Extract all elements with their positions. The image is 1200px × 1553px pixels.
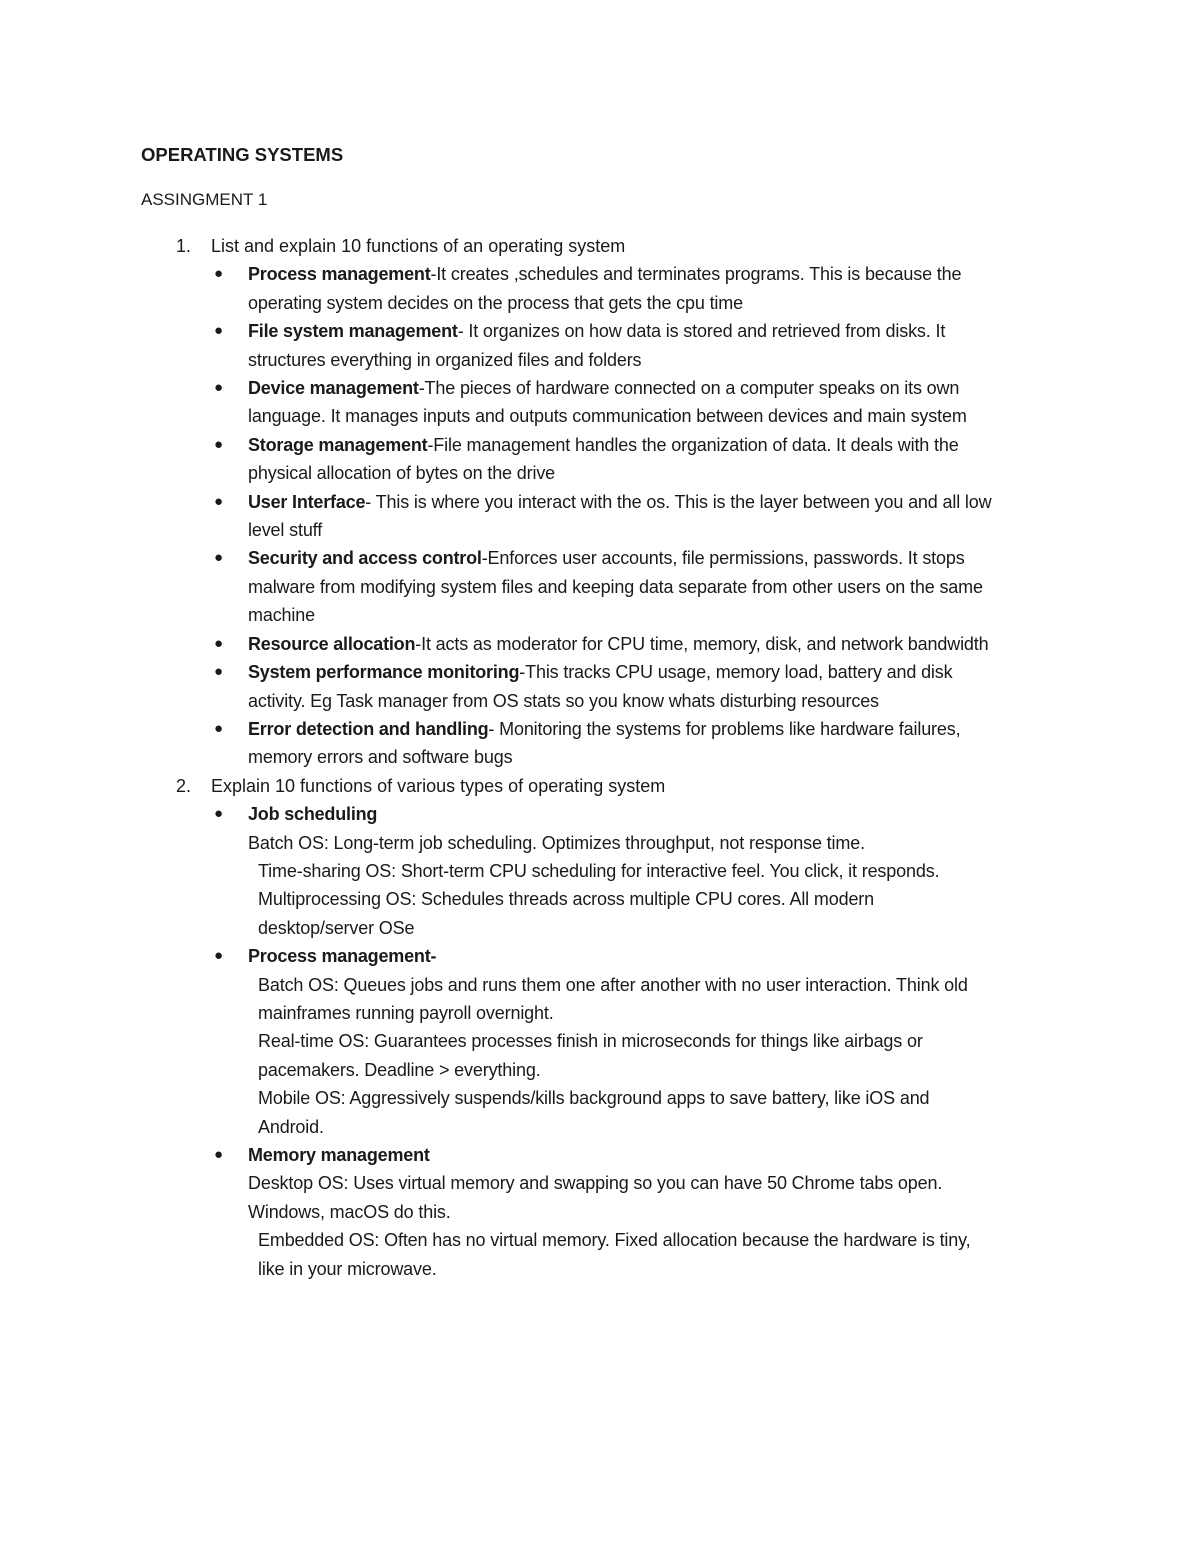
bullet-icon: ● (214, 805, 224, 823)
bullet-icon: ● (214, 549, 224, 567)
bullet-icon: ● (214, 265, 224, 283)
os-type-line: Embedded OS: Often has no virtual memory. Fixed allocation because the hardware is tiny, like in your microwave. (258, 1230, 971, 1279)
item-term: Process management- (248, 946, 437, 967)
item-description: -The pieces of hardware connected on a computer speaks on its own language. It manages inputs and outputs communication between devices and main system (248, 378, 967, 427)
item-description: - Monitoring the systems for problems like hardware failures, memory errors and software bugs (248, 718, 961, 768)
item-description: - This is where you interact with the os. This is the layer between you and all low level stuff (248, 491, 992, 541)
item-description: -This tracks CPU usage, memory load, battery and disk activity. Eg Task manager from OS stats so you know whats disturbing resources (248, 662, 953, 711)
item-description: -It acts as moderator for CPU time, memory, disk, and network bandwidth (415, 633, 989, 654)
document-page (141, 142, 1071, 1283)
item-description: -Enforces user accounts, file permissions, passwords. It stops malware from modifying system files and keeping data separate from other users on the same machine (248, 548, 983, 626)
question-2 (141, 772, 1071, 800)
list-item (214, 658, 993, 715)
os-type-line: Mobile OS: Aggressively suspends/kills background apps to save battery, like iOS and Android. (258, 1088, 930, 1137)
item-term: File system management (248, 321, 458, 342)
item-description: -It creates ,schedules and terminates programs. This is because the operating system decides on the process that gets the cpu time (248, 264, 962, 313)
list-item (214, 1141, 978, 1283)
list-item (214, 488, 993, 545)
bullet-icon: ● (214, 322, 224, 340)
list-item (214, 544, 993, 629)
list-item (214, 942, 978, 1141)
item-term: Error detection and handling (248, 718, 489, 739)
os-type-line: Batch OS: Queues jobs and runs them one after another with no user interaction. Think old mainframes running payroll overnight. (258, 974, 968, 1023)
item-term: User Interface (248, 491, 366, 512)
bullet-icon: ● (214, 663, 224, 681)
question-number: 1. (176, 236, 192, 256)
document-subtitle: ASSINGMENT 1 (141, 190, 268, 209)
item-term: Process management (248, 264, 431, 285)
bullet-icon: ● (214, 435, 224, 453)
question-number: 2. (176, 775, 192, 796)
question-1 (141, 232, 1071, 260)
os-type-line: Time-sharing OS: Short-term CPU scheduling for interactive feel. You click, it responds. (258, 860, 940, 881)
bullet-icon: ● (214, 634, 224, 652)
item-description: - It organizes on how data is stored and retrieved from disks. It structures everything in organized files and folders (248, 321, 946, 370)
question-1-list (141, 260, 1071, 771)
item-term: Storage management (248, 434, 428, 455)
item-term: Job scheduling (248, 804, 378, 825)
question-text: List and explain 10 functions of an operating system (211, 236, 626, 256)
question-text: Explain 10 functions of various types of operating system (211, 775, 666, 796)
list-item (214, 374, 993, 431)
list-item (214, 715, 993, 772)
bullet-icon: ● (214, 1146, 224, 1163)
os-type-line: Multiprocessing OS: Schedules threads across multiple CPU cores. All modern desktop/server OSe (258, 889, 875, 938)
document-title: OPERATING SYSTEMS (141, 144, 344, 165)
item-description: -File management handles the organization of data. It deals with the physical allocation of bytes on the drive (248, 434, 959, 484)
os-type-line: Desktop OS: Uses virtual memory and swapping so you can have 50 Chrome tabs open. Windows, macOS do this. (248, 1173, 943, 1222)
bullet-icon: ● (214, 947, 224, 965)
list-item (214, 260, 993, 317)
question-2-list (141, 800, 1071, 1283)
os-type-line: Real-time OS: Guarantees processes finish in microseconds for things like airbags or pacemakers. Deadline > everything. (258, 1031, 923, 1080)
list-item (214, 317, 993, 374)
list-item (214, 800, 978, 942)
item-term: Resource allocation (248, 633, 416, 654)
item-term: Device management (248, 378, 419, 399)
bullet-icon: ● (214, 719, 224, 737)
bullet-icon: ● (214, 379, 224, 397)
item-term: System performance monitoring (248, 662, 520, 683)
item-term: Memory management (248, 1145, 430, 1165)
list-item (214, 630, 993, 658)
item-term: Security and access control (248, 548, 482, 569)
list-item (214, 431, 993, 488)
os-type-line: Batch OS: Long-term job scheduling. Optimizes throughput, not response time. (248, 832, 865, 853)
bullet-icon: ● (214, 492, 224, 510)
